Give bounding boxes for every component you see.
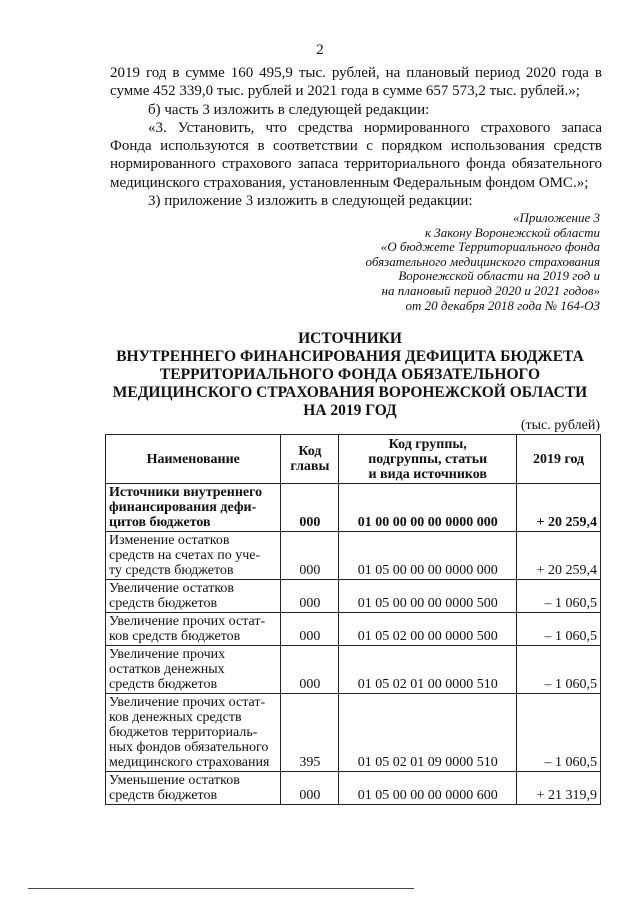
header-kbk-line: и вида источников (368, 466, 487, 482)
cell-kbk: 01 05 00 00 00 0000 500 (339, 580, 517, 613)
title-line: НА 2019 ГОД (303, 402, 397, 419)
appendix-line: Воронежской области на 2019 год и (398, 268, 600, 284)
cell-name-line: финансирования дефи- (109, 500, 257, 515)
header-kbk-line: Код группы, (388, 436, 467, 452)
title-line: МЕДИЦИНСКОГО СТРАХОВАНИЯ ВОРОНЕЖСКОЙ ОБЛАСТИ (112, 384, 588, 401)
cell-name-line: средств бюджетов (109, 788, 218, 803)
cell-code: 000 (281, 532, 339, 580)
cell-sum: + 20 259,4 (517, 484, 601, 532)
cell-kbk: 01 05 02 00 00 0000 500 (339, 613, 517, 646)
cell-name-line: ков средств бюджетов (109, 629, 241, 644)
table-row (106, 580, 601, 613)
cell-code: 000 (281, 613, 339, 646)
title-line: ВНУТРЕННЕГО ФИНАНСИРОВАНИЯ ДЕФИЦИТА БЮДЖЕТА (116, 348, 584, 365)
appendix-line: от 20 декабря 2018 года № 164-ОЗ (405, 297, 600, 313)
table-row (106, 532, 601, 580)
header-kbk (339, 435, 517, 484)
page-number: 2 (316, 42, 324, 58)
cell-name-line: Увеличение прочих (109, 647, 226, 662)
cell-name (106, 613, 281, 646)
cell-name (106, 772, 281, 805)
cell-name-line: медицинского страхования (109, 755, 270, 770)
cell-code: 395 (281, 694, 339, 772)
header-code-line: Код (298, 444, 322, 459)
cell-name (106, 484, 281, 532)
cell-name (106, 580, 281, 613)
table-row (106, 646, 601, 694)
paragraph: «3. Установить, что средства нормированного страхового запаса Фонда используются в соответствии с порядком использования средств нормированного страхового запаса территориального фонда обязательного медицинского страхования, установленным Федеральным фондом ОМС.»; (110, 119, 602, 191)
header-year: 2019 год (517, 435, 601, 484)
cell-name-line: ных фондов обязательного (109, 740, 269, 755)
cell-sum: + 21 319,9 (517, 772, 601, 805)
cell-name-line: Источники внутреннего (109, 485, 263, 500)
appendix-line: обязательного медицинского страхования (365, 253, 600, 269)
header-code-line: главы (290, 459, 330, 474)
footer-divider (28, 888, 414, 889)
cell-sum: – 1 060,5 (517, 646, 601, 694)
cell-kbk: 01 05 02 01 09 0000 510 (339, 694, 517, 772)
cell-sum: – 1 060,5 (517, 613, 601, 646)
cell-name (106, 694, 281, 772)
appendix-reference (300, 211, 600, 313)
table-row (106, 484, 601, 532)
cell-name (106, 646, 281, 694)
table-row (106, 772, 601, 805)
cell-name-line: ков денежных средств (109, 710, 242, 725)
document-title (100, 330, 600, 420)
paragraph: б) часть 3 изложить в следующей редакции: (148, 101, 430, 118)
table-row (106, 613, 601, 646)
body-text (110, 64, 602, 210)
cell-kbk: 01 00 00 00 00 0000 000 (339, 484, 517, 532)
cell-code: 000 (281, 772, 339, 805)
cell-name-line: Увеличение остатков (109, 581, 235, 596)
table-row (106, 694, 601, 772)
cell-kbk: 01 05 02 01 00 0000 510 (339, 646, 517, 694)
title-line: ТЕРРИТОРИАЛЬНОГО ФОНДА ОБЯЗАТЕЛЬНОГО (159, 366, 541, 383)
paragraph: 3) приложение 3 изложить в следующей редакции: (148, 193, 473, 210)
cell-sum: – 1 060,5 (517, 580, 601, 613)
header-name: Наименование (106, 435, 281, 484)
cell-sum: – 1 060,5 (517, 694, 601, 772)
cell-sum: + 20 259,4 (517, 532, 601, 580)
cell-name-line: средств на счетах по уче- (109, 548, 261, 563)
cell-code: 000 (281, 484, 339, 532)
appendix-line: к Закону Воронежской области (424, 224, 600, 240)
appendix-line: «Приложение 3 (512, 210, 600, 225)
cell-name (106, 532, 281, 580)
appendix-line: на плановый период 2020 и 2021 годов» (381, 282, 600, 298)
cell-name-line: Увеличение прочих остат- (109, 614, 266, 629)
cell-name-line: бюджетов территориаль- (109, 725, 258, 740)
cell-code: 000 (281, 580, 339, 613)
title-line: ИСТОЧНИКИ (298, 330, 402, 347)
cell-name-line: средств бюджетов (109, 677, 218, 692)
cell-name-line: цитов бюджетов (109, 515, 211, 530)
cell-name-line: Увеличение прочих остат- (109, 695, 266, 710)
budget-sources-table (105, 434, 601, 805)
paragraph: 2019 год в сумме 160 495,9 тыс. рублей, на плановый период 2020 года в сумме 452 339,0 тыс. рублей и 2021 года в сумме 657 573,2 тыс. рублей.»; (110, 65, 602, 100)
cell-kbk: 01 05 00 00 00 0000 600 (339, 772, 517, 805)
cell-name-line: Изменение остатков (109, 533, 230, 548)
header-kbk-line: подгруппы, статьи (368, 451, 488, 467)
cell-name-line: Уменьшение остатков (109, 773, 240, 788)
cell-code: 000 (281, 646, 339, 694)
appendix-line: «О бюджете Территориального фонда (380, 239, 600, 255)
table-header-row (106, 435, 601, 484)
units-label: (тыс. рублей) (520, 418, 600, 433)
cell-name-line: остатков денежных (109, 662, 225, 677)
cell-name-line: средств бюджетов (109, 596, 218, 611)
cell-name-line: ту средств бюджетов (109, 563, 234, 578)
table-body (106, 484, 601, 805)
cell-kbk: 01 05 00 00 00 0000 000 (339, 532, 517, 580)
header-code (281, 435, 339, 484)
